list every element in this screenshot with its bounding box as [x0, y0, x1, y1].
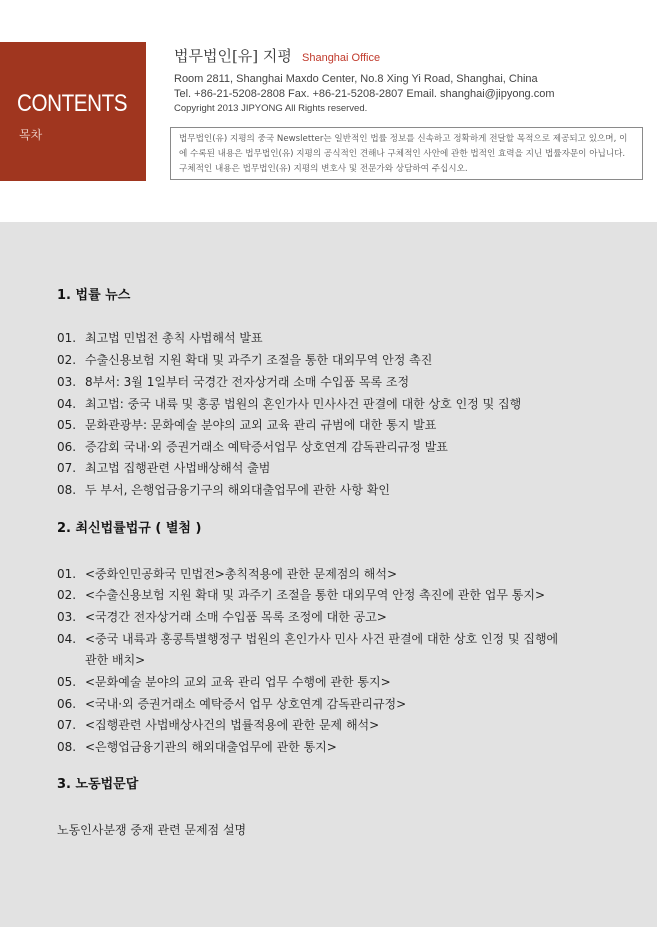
section-title-latest-laws: 2. 최신법률법규 ( 별첨 )	[57, 521, 202, 536]
org-name: 법무법인[유] 지평	[174, 47, 292, 65]
office-label: Shanghai Office	[302, 52, 381, 64]
list-item-continuation: 관한 배치>	[85, 653, 146, 667]
list-item: 07. 최고법 집행관련 사법배상해석 출범	[57, 461, 271, 475]
list-item: 05. <문화예술 분야의 교외 교육 관리 업무 수행에 관한 통지>	[57, 675, 391, 689]
list-item: 01. <중화인민공화국 민법전>총칙적용에 관한 문제점의 해석>	[57, 567, 398, 581]
address: Room 2811, Shanghai Maxdo Center, No.8 Xing Yi Road, Shanghai, China	[174, 73, 538, 85]
list-item: 04. <중국 내륙과 홍콩특별행정구 법원의 혼인가사 민사 사건 판결에 대한 상호 인정 및 집행에	[57, 632, 559, 646]
list-item: 04. 최고법: 중국 내륙 및 홍콩 법원의 혼인가사 민사사건 판결에 대한 상호 인정 및 집행	[57, 397, 522, 411]
contents-banner	[0, 42, 146, 181]
labor-law-item: 노동인사분쟁 중재 관련 문제점 설명	[57, 823, 247, 837]
list-item: 02. <수출신용보험 지원 확대 및 과주기 조절을 통한 대외무역 안정 촉진에 관한 업무 통지>	[57, 588, 546, 602]
list-item: 05. 문화관광부: 문화예술 분야의 교외 교육 관리 규범에 대한 통지 발표	[57, 418, 437, 432]
contents-subtitle: 목차	[19, 128, 43, 142]
list-item: 03. 8부서: 3월 1일부터 국경간 전자상거래 소매 수입품 목록 조정	[57, 375, 410, 389]
contact-info: Tel. +86-21-5208-2808 Fax. +86-21-5208-2807 Email. shanghai@jipyong.com	[174, 88, 555, 100]
list-item: 06. 증감회 국내·외 증권거래소 예탁증서업무 상호연계 감독관리규정 발표	[57, 440, 448, 454]
list-item: 02. 수출신용보험 지원 확대 및 과주기 조절을 통한 대외무역 안정 촉진	[57, 353, 433, 367]
list-item: 01. 최고법 민법전 총칙 사법해석 발표	[57, 331, 263, 345]
section-title-labor-law: 3. 노동법문답	[57, 777, 139, 792]
copyright: Copyright 2013 JIPYONG All Rights reserved.	[174, 103, 368, 114]
org-line	[174, 45, 380, 66]
contents-title: CONTENTS	[17, 90, 128, 117]
list-item: 03. <국경간 전자상거래 소매 수입품 목록 조정에 대한 공고>	[57, 610, 387, 624]
list-item: 08. <은행업금융기관의 해외대출업무에 관한 통지>	[57, 740, 337, 754]
notice-box: 법무법인(유) 지평의 중국 Newsletter는 일반적인 법률 정보를 신속하고 정확하게 전달할 목적으로 제공되고 있으며, 이에 수록된 내용은 법무법인(유) 지평의 공식적인 견해나 구체적인 사안에 관한 법적인 효력을 지닌 법률자문이 아닙니다. 구체적인 내용은 법무법인(유) 지평의 변호사 및 전문가와 상담하여 주십시오.	[170, 127, 643, 180]
header	[0, 0, 657, 222]
list-item: 08. 두 부서, 은행업금융기구의 해외대출업무에 관한 사항 확인	[57, 483, 390, 497]
list-item: 06. <국내·외 증권거래소 예탁증서 업무 상호연계 감독관리규정>	[57, 697, 407, 711]
section-title-legal-news: 1. 법률 뉴스	[57, 288, 131, 303]
list-item: 07. <집행관련 사법배상사건의 법률적용에 관한 문제 해석>	[57, 718, 380, 732]
